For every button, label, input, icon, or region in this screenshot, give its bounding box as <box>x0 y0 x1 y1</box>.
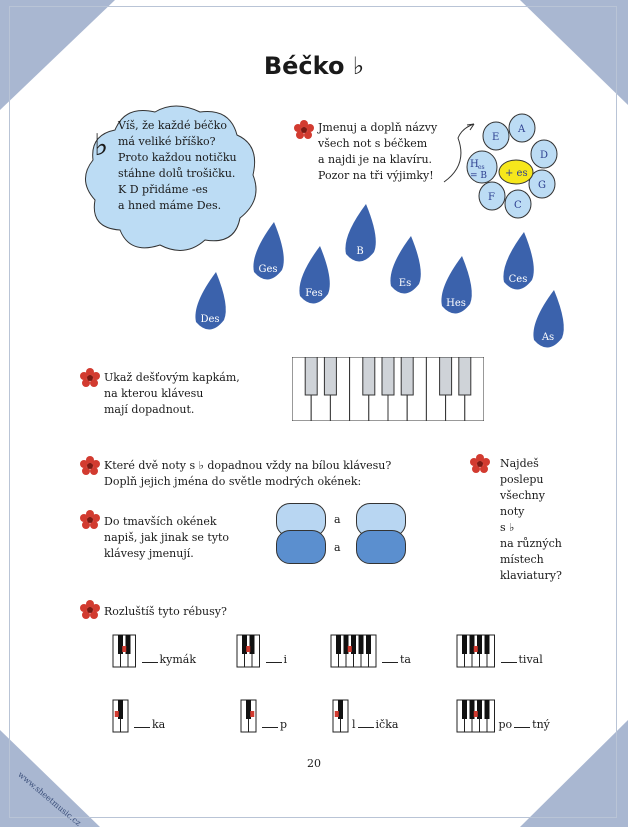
flower-marker-icon <box>80 456 100 476</box>
task-line: Do tmavších okének <box>104 515 217 528</box>
mini-keyboard-icon <box>112 634 137 668</box>
task-line: všechny <box>500 489 545 502</box>
petal-label-es: es <box>478 164 485 171</box>
rebus-word: l ička <box>352 718 399 731</box>
piano-keyboard[interactable] <box>292 357 484 421</box>
cloud-line: Víš, že každé béčko <box>118 119 227 132</box>
task-line: na kterou klávesu <box>104 387 204 400</box>
rebus-word: ka <box>132 718 165 731</box>
task-line: místech <box>500 553 544 566</box>
mini-keyboard-icon <box>236 634 261 668</box>
task-find-notes <box>500 456 600 584</box>
flat-symbol: ♭ <box>198 459 204 472</box>
rebus-word: ta <box>380 653 411 666</box>
rebus-item <box>236 632 287 668</box>
task-keyboard <box>104 370 284 418</box>
window-connector-a: a <box>334 513 341 526</box>
task-line: všech not s béčkem <box>318 137 428 150</box>
center-label: + es <box>505 168 528 179</box>
mini-keyboard-icon <box>456 699 496 733</box>
task-line: Jmenuj a doplň názvy <box>318 121 438 134</box>
cloud-line: má veliké bříško? <box>118 135 216 148</box>
marked-key <box>474 711 478 717</box>
task-line: mají dopadnout. <box>104 403 195 416</box>
rain-drop[interactable] <box>503 232 533 290</box>
rebus-item <box>112 697 165 733</box>
drop-label: Des <box>200 314 220 325</box>
rain-drop[interactable] <box>441 256 471 314</box>
black-key[interactable] <box>324 357 336 395</box>
rebus-title: Rozluštíš tyto rébusy? <box>104 605 227 618</box>
rain-drop[interactable] <box>195 272 225 330</box>
rebus-item <box>240 697 287 733</box>
marked-key <box>474 646 478 652</box>
petal-label-b: = B <box>470 171 488 181</box>
black-key[interactable] <box>305 357 317 395</box>
rain-drops <box>0 0 628 360</box>
window-connector-a: a <box>334 541 341 554</box>
title-text: Béčko <box>263 52 345 80</box>
black-key[interactable] <box>459 357 471 395</box>
task-line: noty <box>500 505 525 518</box>
drop-label: B <box>356 246 364 257</box>
page-number: 20 <box>307 757 321 770</box>
marked-key <box>115 711 119 717</box>
drop-label: As <box>541 332 555 343</box>
black-key[interactable] <box>382 357 394 395</box>
cloud-line: Proto každou notičku <box>118 151 237 164</box>
mini-keyboard-icon <box>240 699 257 733</box>
flat-symbol: ♭ <box>352 52 365 80</box>
marked-key <box>250 711 254 717</box>
mini-keyboard-icon <box>330 634 377 668</box>
task-line: Doplň jejich jména do světle modrých okének: <box>104 475 362 488</box>
mini-keyboard-icon <box>332 699 349 733</box>
cloud-flat-symbol: ♭ <box>94 128 109 163</box>
black-key[interactable] <box>363 357 375 395</box>
task-line: na různých <box>500 537 562 550</box>
cloud-line: K D přidáme -es <box>118 183 208 196</box>
mini-keyboard-icon <box>112 699 129 733</box>
rebus-word: po tný <box>498 718 550 731</box>
answer-window-dark-1[interactable] <box>276 530 326 564</box>
rebus-item <box>112 632 196 668</box>
task-dark-windows <box>104 514 264 562</box>
rebus-word: i <box>264 653 288 666</box>
cloud-line: a hned máme Des. <box>118 199 222 212</box>
rain-drop[interactable] <box>299 246 329 304</box>
flower-marker-icon <box>80 600 100 620</box>
drop-label: Fes <box>305 288 323 299</box>
answer-window-dark-2[interactable] <box>356 530 406 564</box>
drop-label: Ces <box>508 274 528 285</box>
drop-label: Es <box>398 278 412 289</box>
rain-drop[interactable] <box>253 222 283 280</box>
petal-label: F <box>488 192 495 203</box>
task-line: Pozor na tři výjimky! <box>318 169 434 182</box>
task-line: poslepu <box>500 473 544 486</box>
petal-label: A <box>518 124 526 135</box>
task-line: Ukaž dešťovým kapkám, <box>104 371 240 384</box>
text-part: Které dvě noty s <box>104 459 196 472</box>
petal-label-h: H <box>470 159 479 170</box>
marked-key <box>122 646 126 652</box>
task-line: a najdi je na klavíru. <box>318 153 433 166</box>
rebus-item <box>330 632 411 668</box>
task-line <box>104 458 444 474</box>
flat-symbol: ♭ <box>509 521 515 534</box>
rain-drop[interactable] <box>345 204 375 262</box>
flower-marker-icon <box>80 510 100 530</box>
drop-label: Hes <box>446 298 466 309</box>
text-part: dopadnou vždy na bílou klávesu? <box>207 459 392 472</box>
petal-label: E <box>492 132 500 143</box>
marked-key <box>246 646 250 652</box>
cloud-line: stáhne dolů trošičku. <box>118 167 236 180</box>
rebus-item <box>456 632 543 668</box>
drop-label: Ges <box>258 264 278 275</box>
black-key[interactable] <box>401 357 413 395</box>
marked-key <box>335 711 339 717</box>
rebus-word: tival <box>499 653 543 666</box>
rain-drop[interactable] <box>390 236 420 294</box>
task-line <box>500 520 600 536</box>
rebus-item <box>456 697 550 733</box>
black-key[interactable] <box>440 357 452 395</box>
rebus-item <box>332 697 398 733</box>
mini-keyboard-icon <box>456 634 496 668</box>
flower-marker-icon <box>80 368 100 388</box>
rebus-word: kymák <box>140 653 197 666</box>
task-line: klávesy jmenují. <box>104 547 194 560</box>
rain-drop[interactable] <box>533 290 563 348</box>
marked-key <box>348 646 352 652</box>
task-line: klaviatury? <box>500 569 562 582</box>
flower-marker-icon <box>470 454 490 474</box>
petal-label: D <box>540 150 549 161</box>
task-line: napiš, jak jinak se tyto <box>104 531 230 544</box>
rebus-word: p <box>260 718 287 731</box>
petal-label: C <box>514 200 522 211</box>
task-line: Najdeš <box>500 457 539 470</box>
task-white-keys <box>104 458 444 490</box>
watermark: www.sheetmusic.cz <box>16 770 83 828</box>
text-part: s <box>500 521 506 534</box>
petal-label: G <box>538 180 546 191</box>
